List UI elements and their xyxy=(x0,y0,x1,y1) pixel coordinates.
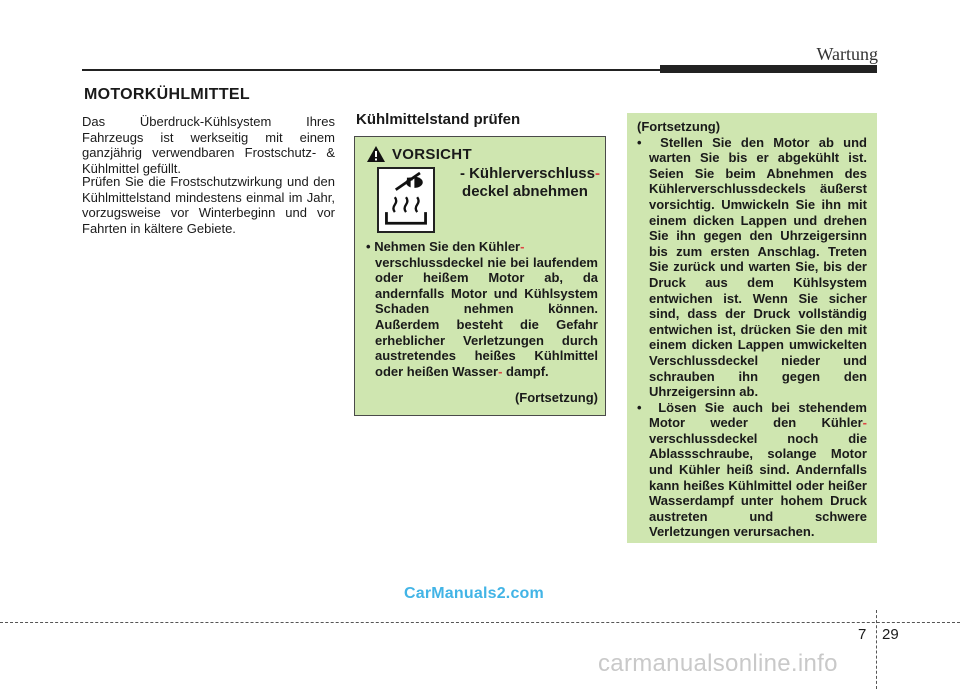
header-rule xyxy=(82,69,662,71)
chapter-number: 7 xyxy=(858,626,867,643)
section-title: MOTORKÜHLMITTEL xyxy=(84,86,250,103)
caution-hyphen-2: - xyxy=(498,363,503,379)
bullet-symbol: • xyxy=(637,134,642,150)
continuation-bullet-2 xyxy=(637,400,867,540)
continuation-content xyxy=(637,119,867,540)
footer-rule xyxy=(0,622,960,623)
bottom-watermark: carmanualsonline.info xyxy=(598,650,838,677)
caution-heading xyxy=(440,165,600,201)
continuation-label: (Fortsetzung) xyxy=(637,119,721,134)
caution-heading-hyphen: - xyxy=(595,165,600,182)
continuation-bullet-2-text-a: Lösen Sie auch bei stehendem Motor weder den Kühler xyxy=(649,399,867,431)
chapter-title: Wartung xyxy=(816,44,878,64)
caution-label: VORSICHT xyxy=(392,146,472,163)
warning-triangle-icon xyxy=(366,145,386,163)
header-rule-bold xyxy=(660,65,877,73)
caution-text-c: dampf. xyxy=(506,363,549,379)
caution-text-b: verschlussdeckel nie bei laufendem oder heißem Motor ab, da andernfalls Motor und Kühlsystem Schaden nehmen können. Außerdem besteht die Gefahr erheblicher Verletzungen durch austretendes heißes Kühlmittel oder heißen Wasser xyxy=(375,254,598,379)
caution-text-a: Nehmen Sie den Kühler xyxy=(374,239,521,254)
caution-hyphen: - xyxy=(520,239,525,254)
subsection-title: Kühlmittelstand prüfen xyxy=(356,111,521,128)
caution-heading-line1: - Kühlerverschluss xyxy=(459,165,595,182)
continuation-bullet-1-text: Stellen Sie den Motor ab und warten Sie bis er abgekühlt ist. Seien Sie beim Abnehmen des Kühlerverschlussdeckels äußerst vorsichtig. Umwickeln Sie ihn mit einem dicken Lappen und drehen Sie ihn gegen den Uhrzeigersinn bis zum ersten Anschlag. Treten Sie zurück und warten Sie, bis der Druck aus dem Kühlsystem entwichen ist. Wenn Sie sicher sind, dass der Druck vollständig entwichen ist, drücken Sie den mit einem dicken Lappen umwickelten Verschlussdeckel nieder und schrauben ihn gegen den Uhrzeigersinn ab. xyxy=(649,134,867,400)
bullet-symbol: • xyxy=(637,399,642,415)
watermark-link[interactable]: CarManuals2.com xyxy=(404,585,544,602)
continuation-bullet-1 xyxy=(637,135,867,400)
check-paragraph: Prüfen Sie die Frostschutzwirkung und den Kühlmittelstand mindestens einmal im Jahr, vorzugsweise vor Winterbeginn und vor Fahrten in kältere Gebiete. xyxy=(82,174,335,236)
caution-heading-line2: deckel abnehmen xyxy=(462,183,588,200)
radiator-hot-cap-icon xyxy=(377,167,435,233)
intro-paragraph: Das Überdruck-Kühlsystem Ihres Fahrzeugs ist werkseitig mit einem ganzjährig verwendbaren Frostschutz- & Kühlmittel gefüllt. xyxy=(82,114,335,176)
caution-continued: (Fortsetzung) xyxy=(514,390,598,405)
continuation-bullet-2-text-b: verschlussdeckel noch die Ablassschraube, solange Motor und Kühler heiß sind. Andernfalls kann heißes Kühlmittel oder heißer Wasserdampf unter hohem Druck austreten und schwere Verletzungen verursachen. xyxy=(649,430,867,540)
bullet-symbol: • xyxy=(366,239,371,254)
caution-bullet xyxy=(366,239,598,379)
page-number: 29 xyxy=(882,626,899,643)
continuation-hyphen: - xyxy=(862,415,867,431)
footer-divider xyxy=(876,610,877,689)
